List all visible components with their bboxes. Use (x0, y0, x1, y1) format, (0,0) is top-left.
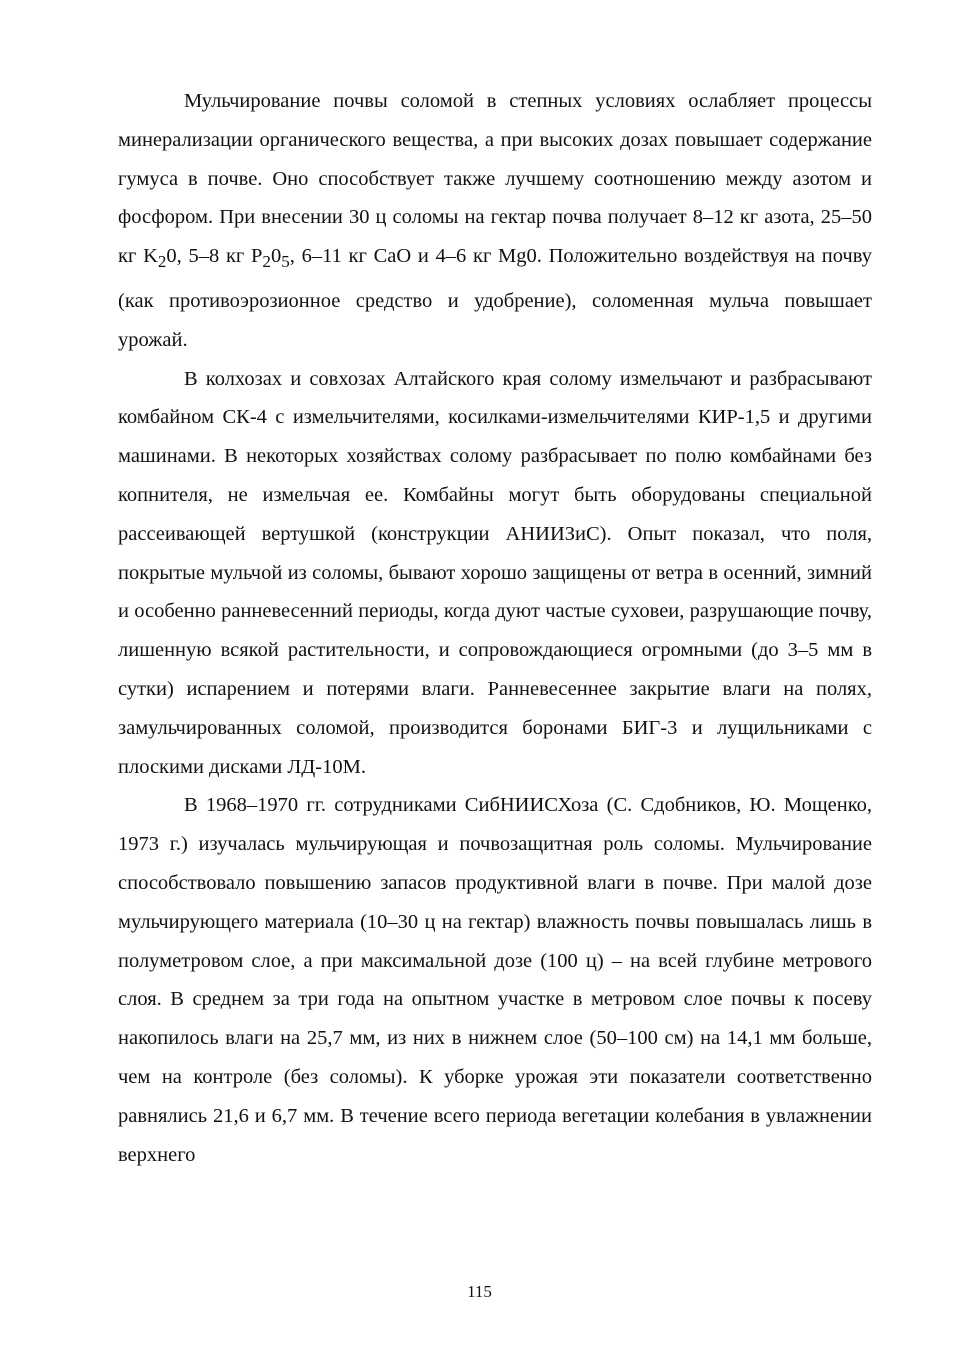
paragraph-mulching-effects: Мульчирование почвы соломой в степных условиях ослабляет процессы минерализации органического вещества, а при высоких дозах повышает содержание гумуса в почве. Оно способствует также лучшему соотношению между азотом и фосфором. При внесении 30 ц соломы на гектар почва получает 8–12 кг азота, 25–50 кг $K_20$, 5–8 кг $P_20_5$, 6–11 кг CaO и 4–6 кг Mg0. Положительно воздействуя на почву (как противоэрозионное средство и удобрение), соломенная мульча повышает урожай. (118, 90, 872, 351)
paragraph-altai-straw-spreading: В колхозах и совхозах Алтайского края солому измельчают и разбрасывают комбайном СК-4 с измельчителями, косилками-измельчителями КИР-1,5 и другими машинами. В некоторых хозяйствах солому разбрасывает по полю комбайнами без копнителя, не измельчая ее. Комбайны могут быть оборудованы специальной рассеивающей вертушкой (конструкции АНИИЗиС). Опыт показал, что поля, покрытые мульчой из соломы, бывают хорошо защищены от ветра в осенний, зимний и особенно ранневесенний периоды, когда дуют частые суховеи, разрушающие почву, лишенную всякой растительности, и сопровождающиеся огромными (до 3–5 мм в сутки) испарением и потерями влаги. Ранневесеннее закрытие влаги на полях, замульчированных соломой, производится боронами БИГ-3 и лущильниками с плоскими дисками ЛД-10М. (118, 367, 872, 778)
page-number: 115 (467, 1282, 492, 1301)
paragraph-sibniishoz-study: В 1968–1970 гг. сотрудниками СибНИИСХоза (С. Сдобников, Ю. Мощенко, 1973 г.) изучалась мульчирующая и почвозащитная роль соломы. Мульчирование способствовало повышению запасов продуктивной влаги в почве. При малой дозе мульчирующего материала (10–30 ц на гектар) влажность почвы повышалась лишь в полуметровом слое, а при максимальной дозе (100 ц) – на всей глубине метрового слоя. В среднем за три года на опытном участке в метровом слое почвы к посеву накопилось влаги на 25,7 мм, из них в нижнем слое (50–100 см) на 14,1 мм больше, чем на контроле (без соломы). К уборке урожая эти показатели соответственно равнялись 21,6 и 6,7 мм. В течение всего периода вегетации колебания в увлажнении верхнего (118, 794, 872, 1166)
page-body (118, 82, 872, 1174)
